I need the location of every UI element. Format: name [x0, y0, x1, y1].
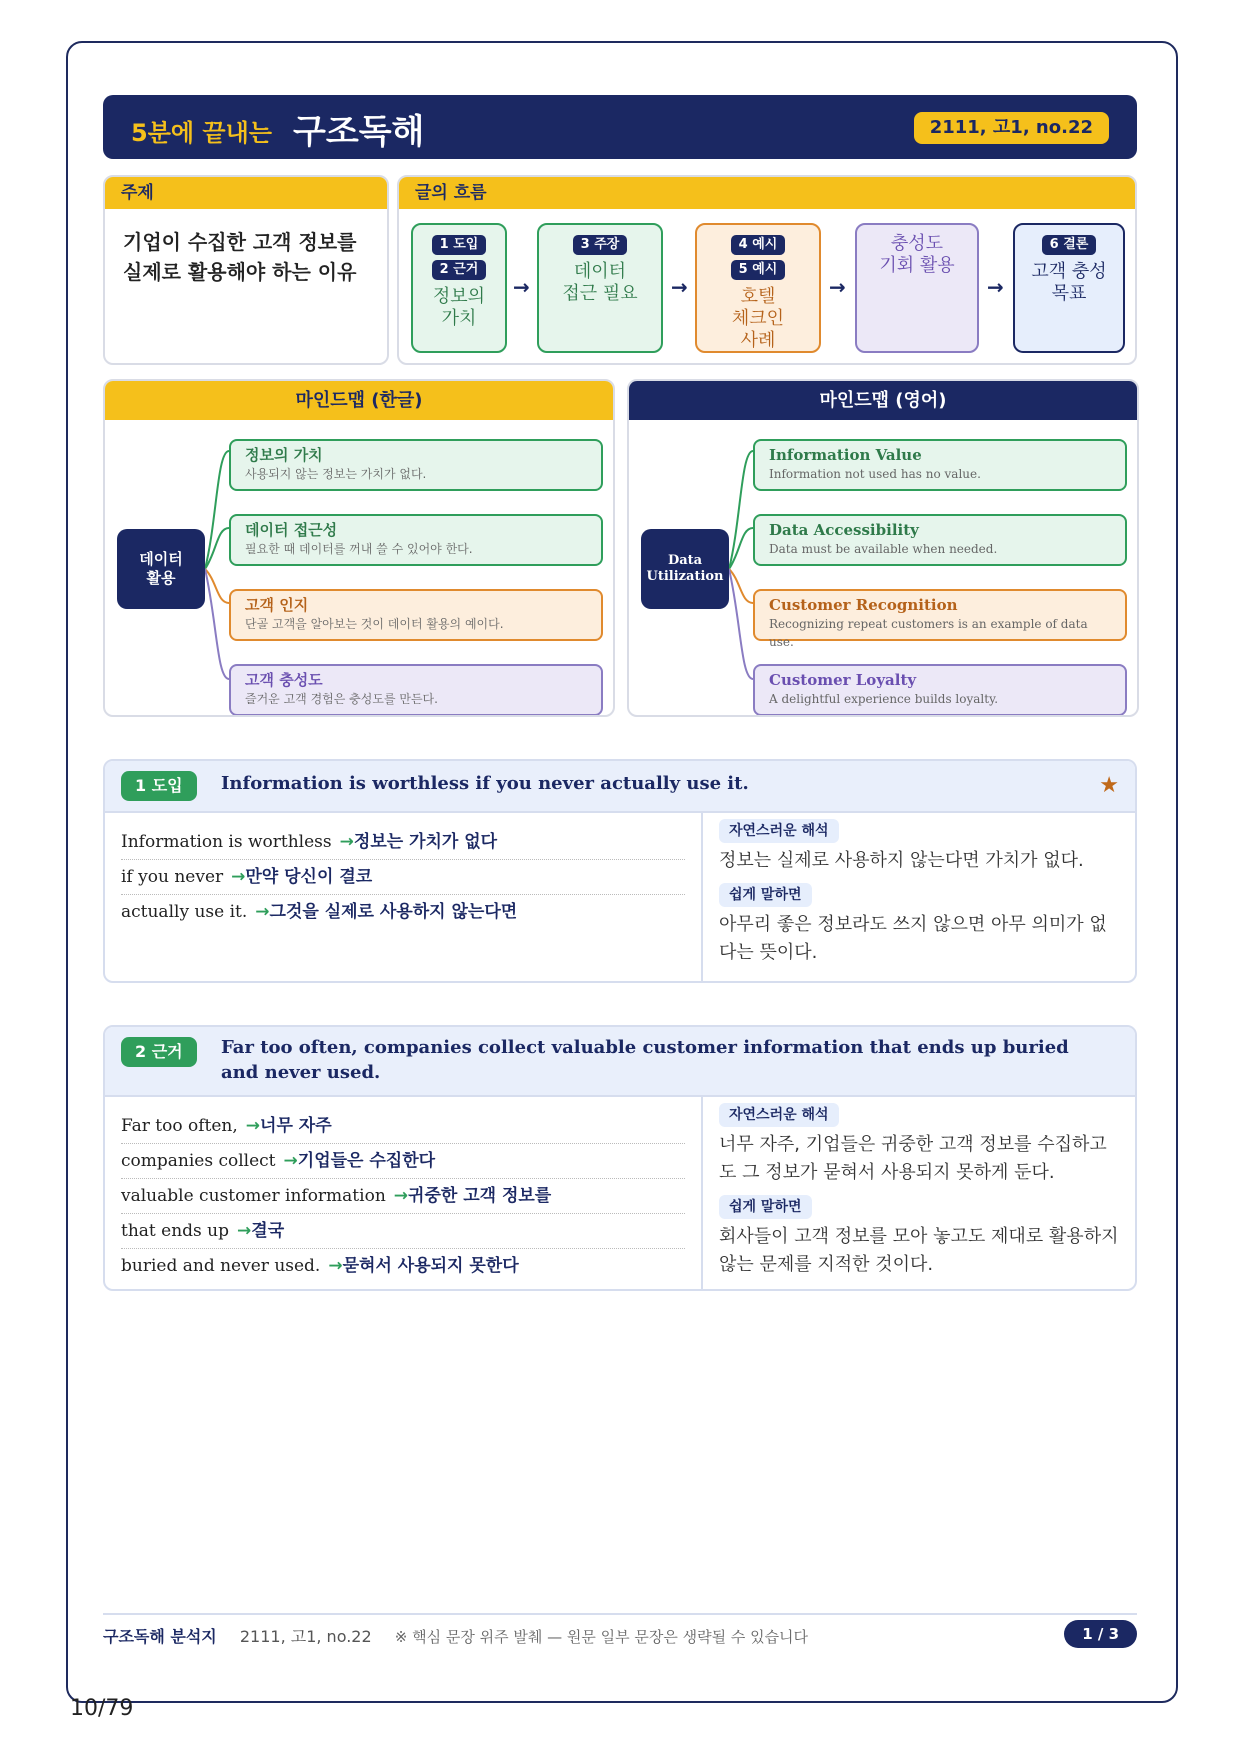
flow-step-2	[537, 223, 663, 353]
mindmap-node	[753, 664, 1127, 716]
section-sentence: Far too often, companies collect valuable customer information that ends up buried and never used.	[221, 1037, 1069, 1083]
natural-translation-text: 너무 자주, 기업들은 귀중한 고객 정보를 수집하고도 그 정보가 묻혀서 사용되지 못하게 둔다.	[719, 1134, 1107, 1183]
page-title: 구조독해	[293, 112, 425, 152]
section-header	[105, 761, 1135, 813]
sentence-section-1	[103, 759, 1137, 983]
mindmap-node-title: Customer Recognition	[769, 596, 958, 614]
flow-step-line: 데이터	[573, 261, 627, 282]
chunk-korean: 정보는 가치가 없다	[353, 832, 498, 852]
page-indicator: 1 / 3	[1064, 1620, 1137, 1648]
flow-step-line: 기회 활용	[879, 255, 955, 276]
flow-card	[397, 175, 1137, 365]
flow-step-line: 호텔	[740, 286, 776, 307]
easy-explanation-label: 쉽게 말하면	[719, 1195, 812, 1219]
flow-step-text	[857, 233, 977, 277]
arrow-icon: →	[328, 1256, 343, 1276]
page-counter: 10/79	[70, 1696, 134, 1721]
easy-explanation-label: 쉽게 말하면	[719, 883, 812, 907]
mindmap-node	[229, 439, 603, 491]
star-icon: ★	[1099, 773, 1119, 798]
flow-step-text	[697, 286, 819, 352]
section-tag: 2 근거	[121, 1037, 197, 1067]
mindmap-node-title: Customer Loyalty	[769, 671, 917, 689]
header-banner	[103, 95, 1137, 159]
mindmap-node	[753, 439, 1127, 491]
chunk-english: buried and never used.	[121, 1256, 321, 1276]
flow-step-line: 목표	[1051, 283, 1087, 304]
footer	[103, 1624, 808, 1647]
chunk-row	[121, 895, 685, 929]
flow-step-tag: 2 근거	[432, 260, 487, 280]
chunk-korean: 그것을 실제로 사용하지 않는다면	[269, 902, 518, 922]
mindmap-english-center	[641, 529, 729, 609]
chunk-korean: 묻혀서 사용되지 못한다	[342, 1256, 519, 1276]
chunk-english: valuable customer information	[121, 1186, 386, 1206]
section-header	[105, 1027, 1135, 1097]
mindmap-node-desc: 단골 고객을 알아보는 것이 데이터 활용의 예이다.	[245, 617, 504, 631]
flow-step-line: 가치	[441, 308, 477, 329]
chunk-english: Information is worthless	[121, 832, 332, 852]
chunk-korean: 결국	[251, 1221, 285, 1241]
topic-card	[103, 175, 389, 365]
mindmap-node-desc: 즐거운 고객 경험은 충성도를 만든다.	[245, 692, 438, 706]
flow-step-tag: 3 주장	[573, 235, 628, 255]
footer-divider	[103, 1613, 1137, 1615]
mindmap-node	[229, 589, 603, 641]
chunk-row	[121, 825, 685, 860]
flow-step-tag: 5 예시	[731, 260, 786, 280]
topic-text	[105, 209, 387, 287]
flow-step-tag: 6 결론	[1042, 235, 1097, 255]
flow-step-3	[695, 223, 821, 353]
mindmap-node-desc: Recognizing repeat customers is an example of data use.	[769, 617, 1088, 649]
flow-arrow: →	[513, 275, 530, 299]
mindmap-center-line: 데이터	[139, 550, 183, 568]
chunk-korean: 기업들은 수집한다	[297, 1151, 436, 1171]
natural-translation-label: 자연스러운 해석	[719, 1103, 839, 1127]
chunk-english: if you never	[121, 867, 224, 887]
flow-step-line: 사례	[740, 330, 776, 351]
chunk-list	[105, 1109, 701, 1283]
arrow-icon: →	[339, 832, 354, 852]
mindmap-node	[229, 664, 603, 716]
chunk-row	[121, 1249, 685, 1283]
chunk-row	[121, 1109, 685, 1144]
flow-arrow: →	[829, 275, 846, 299]
section-tag: 1 도입	[121, 771, 197, 801]
mindmap-node-title: 데이터 접근성	[245, 521, 338, 539]
footer-title: 구조독해 분석지	[103, 1627, 217, 1646]
mindmap-node	[753, 514, 1127, 566]
sentence-section-2	[103, 1025, 1137, 1291]
mindmap-node-desc: 필요한 때 데이터를 꺼내 쓸 수 있어야 한다.	[245, 542, 473, 556]
mindmap-center-line: Utilization	[646, 569, 724, 584]
easy-explanation-text: 회사들이 고객 정보를 모아 놓고도 제대로 활용하지 않는 문제를 지적한 것이다.	[719, 1226, 1119, 1275]
flow-arrow: →	[671, 275, 688, 299]
flow-step-4	[855, 223, 979, 353]
mindmap-node-desc: Data must be available when needed.	[769, 542, 998, 556]
mindmap-node-desc: 사용되지 않는 정보는 가치가 없다.	[245, 467, 427, 481]
flow-step-line: 고객 충성	[1031, 261, 1107, 282]
arrow-icon: →	[255, 902, 270, 922]
translation-panel	[701, 1095, 1135, 1289]
chunk-english: actually use it.	[121, 902, 248, 922]
topic-line-1: 기업이 수집한 고객 정보를	[123, 230, 357, 254]
mindmap-node-title: Information Value	[769, 446, 922, 464]
chunk-row	[121, 860, 685, 895]
natural-translation-text: 정보는 실제로 사용하지 않는다면 가치가 없다.	[719, 850, 1084, 871]
flow-step-line: 충성도	[890, 233, 944, 254]
mindmap-node-title: Data Accessibility	[769, 521, 919, 539]
mindmap-node-title: 정보의 가치	[245, 446, 323, 464]
arrow-icon: →	[231, 867, 246, 887]
translation-panel	[701, 811, 1135, 981]
arrow-icon: →	[245, 1116, 261, 1136]
chunk-english: Far too often,	[121, 1116, 238, 1136]
mindmap-english-heading: 마인드맵 (영어)	[629, 381, 1137, 420]
flow-step-line: 정보의	[432, 286, 486, 307]
mindmap-node	[753, 589, 1127, 649]
flow-step-text	[413, 286, 505, 330]
section-sentence: Information is worthless if you never actually use it.	[221, 773, 749, 794]
chunk-korean: 귀중한 고객 정보를	[408, 1186, 552, 1206]
mindmap-node-title: 고객 인지	[245, 596, 309, 614]
flow-step-text	[539, 261, 661, 305]
mindmap-center-line: 활용	[146, 569, 176, 587]
header-brand: 5분에 끝내는	[131, 119, 272, 147]
mindmap-node	[229, 514, 603, 566]
chunk-row	[121, 1144, 685, 1179]
flow-step-1	[411, 223, 507, 353]
flow-step-line: 체크인	[731, 308, 785, 329]
flow-step-5	[1013, 223, 1125, 353]
chunk-korean: 만약 당신이 결코	[245, 867, 373, 887]
chunk-list	[105, 825, 701, 929]
arrow-icon: →	[237, 1221, 252, 1241]
mindmap-korean	[103, 379, 615, 717]
flow-heading: 글의 흐름	[399, 177, 1135, 209]
chunk-korean: 너무 자주	[260, 1116, 332, 1136]
flow-arrow: →	[987, 275, 1004, 299]
mindmap-center-line: Data	[667, 553, 703, 568]
reference-badge: 2111, 고1, no.22	[914, 112, 1109, 144]
chunk-row	[121, 1214, 685, 1249]
easy-explanation-text: 아무리 좋은 정보라도 쓰지 않으면 아무 의미가 없다는 뜻이다.	[719, 914, 1107, 963]
natural-translation-label: 자연스러운 해석	[719, 819, 839, 843]
footer-note: ※ 핵심 문장 위주 발췌 — 원문 일부 문장은 생략될 수 있습니다	[394, 1628, 809, 1646]
mindmap-node-desc: A delightful experience builds loyalty.	[769, 692, 999, 706]
mindmap-node-desc: Information not used has no value.	[769, 467, 981, 481]
flow-step-tag: 1 도입	[432, 235, 487, 255]
mindmap-english	[627, 379, 1139, 717]
chunk-english: companies collect	[121, 1151, 276, 1171]
chunk-english: that ends up	[121, 1221, 230, 1241]
flow-step-tag: 4 예시	[731, 235, 786, 255]
mindmap-korean-center	[117, 529, 205, 609]
mindmap-node-title: 고객 충성도	[245, 671, 323, 689]
flow-step-line: 접근 필요	[562, 283, 638, 304]
topic-line-2: 실제로 활용해야 하는 이유	[123, 260, 357, 284]
flow-step-text	[1015, 261, 1123, 305]
footer-reference: 2111, 고1, no.22	[239, 1627, 372, 1646]
chunk-row	[121, 1179, 685, 1214]
mindmap-korean-heading: 마인드맵 (한글)	[105, 381, 613, 420]
topic-heading: 주제	[105, 177, 387, 209]
arrow-icon: →	[393, 1186, 409, 1206]
arrow-icon: →	[283, 1151, 298, 1171]
